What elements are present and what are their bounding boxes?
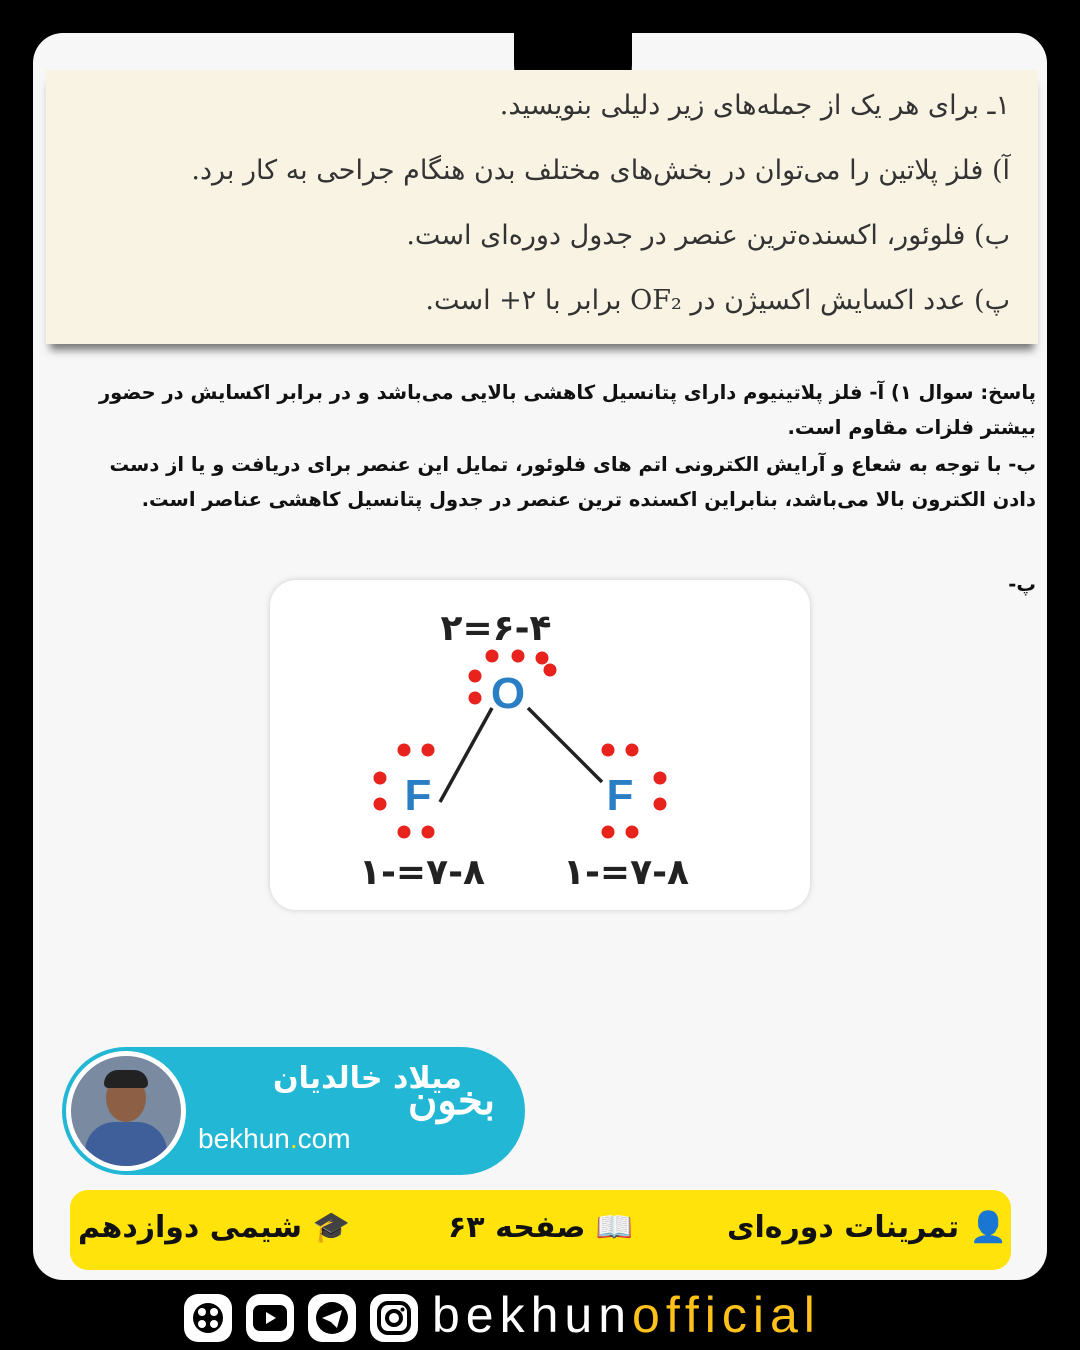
answer-line-3: ب- با توجه به شعاع و آرایش الکترونی اتم های فلوئور، تمایل این عنصر برای دریافت و یا از دست (109, 453, 1036, 476)
electron-dot (512, 650, 525, 663)
electron-dot (654, 798, 667, 811)
right-bond (528, 708, 602, 782)
right-fluorine-atom: F (606, 771, 634, 820)
electron-dot (602, 744, 615, 757)
teacher-icon: 👤 (969, 1210, 1007, 1245)
electron-dot (536, 652, 549, 665)
left-fluorine-calc: ۷-۸=-۱ (359, 852, 485, 893)
electron-dot (374, 798, 387, 811)
electron-dot (469, 670, 482, 683)
electron-dot (486, 650, 499, 663)
answer-part-c-label: پ- (1008, 573, 1036, 596)
site-dot: . (289, 1123, 298, 1154)
lewis-structure-svg (270, 580, 810, 910)
question-part-b: ب) فلوئور، اکسنده‌ترین عنصر در جدول دوره‌ای است. (406, 220, 1010, 251)
content-card (33, 33, 1047, 1280)
question-title: ۱ـ برای هر یک از جمله‌های زیر دلیلی بنویسید. (499, 90, 1010, 121)
textbook-excerpt (46, 70, 1038, 344)
brand-handle[interactable]: bekhunofficial (432, 1287, 821, 1343)
profile-logo-text: بخون (408, 1077, 495, 1124)
book-icon: 📖 (595, 1210, 634, 1245)
instagram-icon[interactable] (370, 1294, 418, 1342)
electron-dot (469, 692, 482, 705)
telegram-icon[interactable] (308, 1294, 356, 1342)
subject-label: 🎓 شیمی دوازدهم (78, 1210, 350, 1245)
question-part-a: آ) فلز پلاتین را می‌توان در بخش‌های مختلف بدن هنگام جراحی به کار برد. (191, 155, 1010, 186)
author-name: میلاد خالدیان (272, 1061, 462, 1096)
electron-dot (422, 744, 435, 757)
graduation-cap-icon: 🎓 (312, 1210, 350, 1245)
answer-line-1: پاسخ: سوال ۱) آ- فلز پلاتینیوم دارای پتانسیل کاهشی بالایی می‌باشد و در برابر اکسایش در حضور (98, 381, 1036, 404)
answer-line-4: دادن الکترون بالا می‌باشد، بنابراین اکسنده ترین عنصر در جدول پتانسیل کاهشی عناصر است. (141, 488, 1036, 511)
topic-label: 👤 تمرینات دوره‌ای (726, 1210, 1007, 1245)
electron-dot (602, 826, 615, 839)
left-fluorine-atom: F (404, 771, 432, 820)
electron-dot (626, 826, 639, 839)
answer-line-2: بیشتر فلزات مقاوم است. (787, 416, 1036, 439)
electron-dot (398, 826, 411, 839)
avatar (66, 1051, 186, 1171)
electron-dot (544, 664, 557, 677)
electron-dot (374, 772, 387, 785)
right-fluorine-calc: ۷-۸=-۱ (563, 852, 689, 893)
electron-dot (626, 744, 639, 757)
lewis-structure-diagram (270, 580, 810, 910)
electron-dot (654, 772, 667, 785)
author-profile-badge[interactable] (62, 1047, 525, 1175)
left-bond (440, 708, 492, 802)
website-link[interactable] (198, 1123, 351, 1155)
social-footer (180, 1286, 940, 1350)
oxygen-atom: O (490, 669, 526, 718)
youtube-icon[interactable] (246, 1294, 294, 1342)
site-tld: com (297, 1123, 351, 1154)
electron-dot (398, 744, 411, 757)
oxygen-calc: ۶-۴=۲ (440, 608, 552, 649)
question-part-c: پ) عدد اکسایش اکسیژن در OF₂ برابر با ۲+ است. (425, 285, 1010, 316)
aparat-icon[interactable] (184, 1294, 232, 1342)
site-main: bekhun (198, 1123, 290, 1154)
electron-dot (422, 826, 435, 839)
page-label: 📖 صفحه ۶۳ (448, 1210, 634, 1245)
lesson-info-bar (70, 1190, 1011, 1270)
